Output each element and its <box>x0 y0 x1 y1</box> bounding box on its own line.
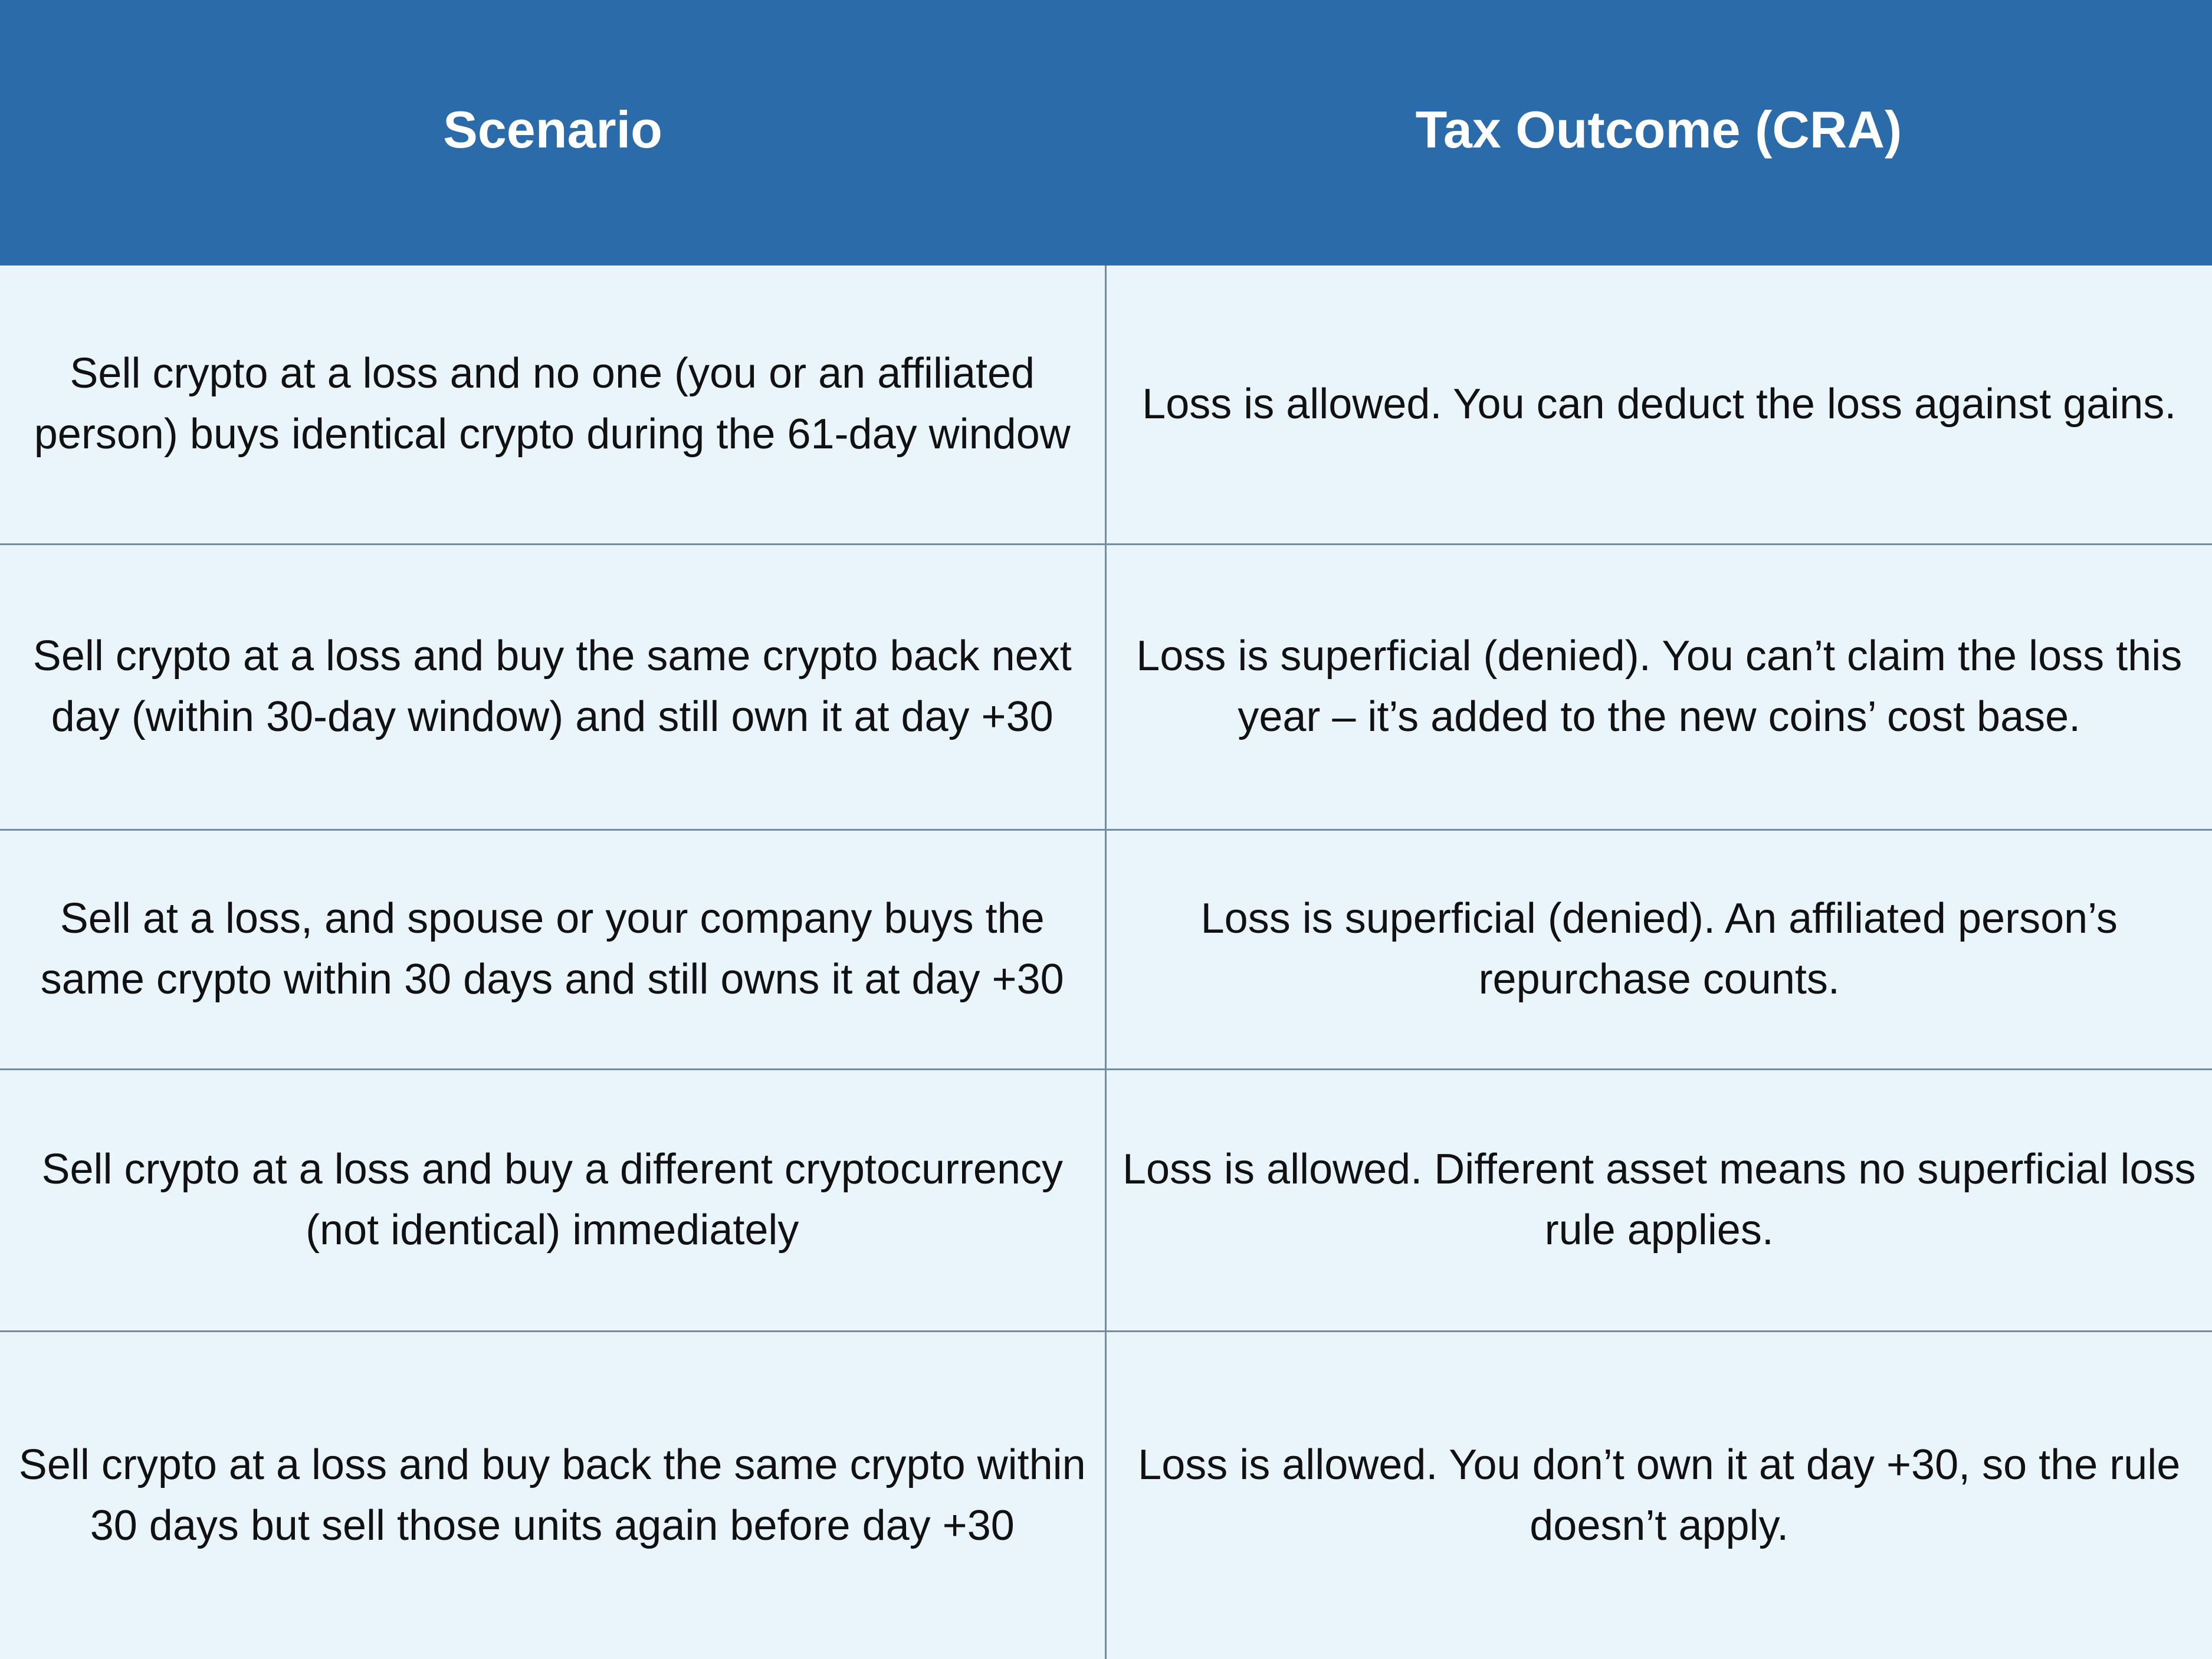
scenario-column-header: Scenario <box>0 0 1105 265</box>
table-header <box>0 0 2212 265</box>
table-row <box>0 265 2212 544</box>
tax-outcome-column-header: Tax Outcome (CRA) <box>1105 0 2212 265</box>
outcome-cell: Loss is allowed. You don’t own it at day +30, so the rule doesn’t apply. <box>1105 1331 2212 1659</box>
outcome-cell: Loss is allowed. Different asset means no superficial loss rule applies. <box>1105 1069 2212 1331</box>
table-body <box>0 265 2212 1659</box>
outcome-cell: Loss is superficial (denied). You can’t claim the loss this year – it’s added to the new coins’ cost base. <box>1105 544 2212 830</box>
table-row <box>0 830 2212 1069</box>
scenario-cell: Sell crypto at a loss and no one (you or an affiliated person) buys identical crypto during the 61-day window <box>0 265 1105 544</box>
scenario-cell: Sell crypto at a loss and buy the same crypto back next day (within 30-day window) and still own it at day +30 <box>0 544 1105 830</box>
outcome-cell: Loss is superficial (denied). An affiliated person’s repurchase counts. <box>1105 830 2212 1069</box>
outcome-cell: Loss is allowed. You can deduct the loss against gains. <box>1105 265 2212 544</box>
table-row <box>0 1069 2212 1331</box>
table-row <box>0 544 2212 830</box>
header-row <box>0 0 2212 265</box>
scenario-cell: Sell crypto at a loss and buy a different cryptocurrency (not identical) immediately <box>0 1069 1105 1331</box>
scenario-cell: Sell crypto at a loss and buy back the same crypto within 30 days but sell those units again before day +30 <box>0 1331 1105 1659</box>
table-row <box>0 1331 2212 1659</box>
scenario-cell: Sell at a loss, and spouse or your company buys the same crypto within 30 days and still owns it at day +30 <box>0 830 1105 1069</box>
